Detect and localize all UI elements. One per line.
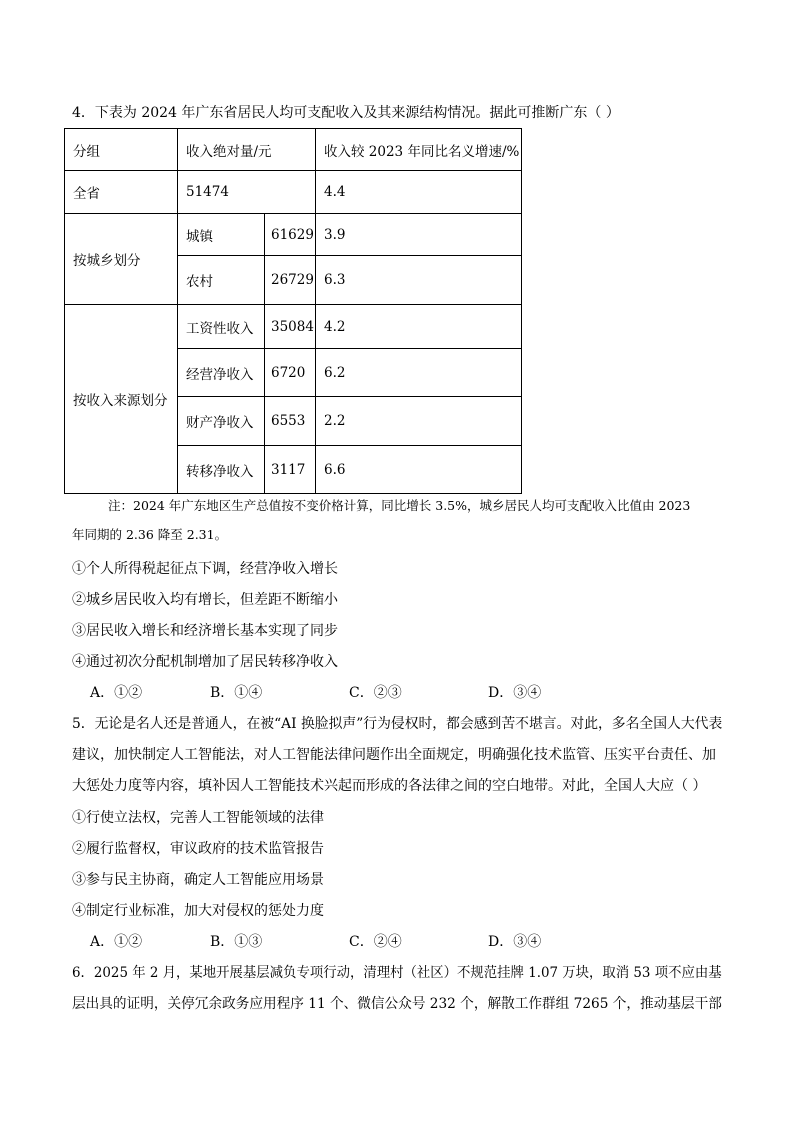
- table-header-row: [65, 129, 522, 171]
- q6-line2: 层出具的证明，关停冗余政务应用程序 11 个、微信公众号 232 个，解散工作群组 7265 个，推动基层干部: [72, 996, 722, 1012]
- row-growth: 4.4: [316, 171, 522, 214]
- q5-option-a[interactable]: A．①②: [90, 934, 143, 950]
- header-amount: 收入绝对量/元: [178, 129, 316, 171]
- sub-growth: 4.2: [316, 305, 522, 349]
- group-label-urban-rural: 按城乡划分: [65, 214, 178, 305]
- q4-statement-1: ①个人所得税起征点下调，经营净收入增长: [72, 561, 338, 577]
- header-growth: 收入较 2023 年同比名义增速/%: [316, 129, 522, 171]
- table-row: [65, 214, 522, 256]
- q5-line3: 大惩处力度等内容，填补因人工智能技术兴起而形成的各法律之间的空白地带。对此，全国人大应（ ）: [72, 778, 707, 794]
- q4-note-line2: 年同期的 2.36 降至 2.31。: [72, 527, 228, 542]
- q4-statement-4: ④通过初次分配机制增加了居民转移净收入: [72, 654, 338, 670]
- sub-label: 经营净收入: [178, 349, 265, 397]
- q4-statement-3: ③居民收入增长和经济增长基本实现了同步: [72, 623, 338, 639]
- q5-option-c[interactable]: C．②④: [349, 934, 402, 950]
- sub-label: 工资性收入: [178, 305, 265, 349]
- sub-growth: 6.3: [316, 256, 522, 305]
- q5-statement-4: ④制定行业标准，加大对侵权的惩处力度: [72, 903, 324, 919]
- q6-line1: 6．2025 年 2 月，某地开展基层减负专项行动，清理村（社区）不规范挂牌 1.07 万块，取消 53 项不应由基: [72, 965, 722, 981]
- table-row: [65, 171, 522, 214]
- q5-option-d[interactable]: D．③④: [488, 934, 542, 950]
- sub-growth: 6.2: [316, 349, 522, 397]
- table-row: [65, 305, 522, 349]
- q5-statement-1: ①行使立法权，完善人工智能领域的法律: [72, 810, 324, 826]
- sub-value: 6720: [265, 349, 316, 397]
- group-label-source: 按收入来源划分: [65, 305, 178, 494]
- header-group: 分组: [65, 129, 178, 171]
- sub-label: 财产净收入: [178, 397, 265, 446]
- row-label: 全省: [65, 171, 178, 214]
- sub-value: 6553: [265, 397, 316, 446]
- sub-label: 农村: [178, 256, 265, 305]
- sub-value: 61629: [265, 214, 316, 256]
- sub-growth: 2.2: [316, 397, 522, 446]
- q4-option-d[interactable]: D．③④: [488, 685, 542, 701]
- sub-label: 转移净收入: [178, 446, 265, 494]
- q5-option-b[interactable]: B．①③: [210, 934, 263, 950]
- sub-label: 城镇: [178, 214, 265, 256]
- sub-growth: 6.6: [316, 446, 522, 494]
- q5-statement-2: ②履行监督权，审议政府的技术监管报告: [72, 841, 324, 857]
- income-table: [64, 128, 522, 494]
- q4-stem: 4．下表为 2024 年广东省居民人均可支配收入及其来源结构情况。据此可推断广东（ ）: [72, 105, 620, 121]
- sub-value: 3117: [265, 446, 316, 494]
- q4-note-line1: 注：2024 年广东地区生产总值按不变价格计算，同比增长 3.5%，城乡居民人均可支配收入比值由 2023: [108, 498, 691, 513]
- q4-option-c[interactable]: C．②③: [349, 685, 402, 701]
- sub-value: 26729: [265, 256, 316, 305]
- q4-option-a[interactable]: A．①②: [90, 685, 143, 701]
- q5-line2: 建议，加快制定人工智能法，对人工智能法律问题作出全面规定，明确强化技术监管、压实平台责任、加: [72, 747, 716, 763]
- q4-statement-2: ②城乡居民收入均有增长，但差距不断缩小: [72, 592, 338, 608]
- row-value: 51474: [178, 171, 316, 214]
- sub-value: 35084: [265, 305, 316, 349]
- q5-statement-3: ③参与民主协商，确定人工智能应用场景: [72, 872, 324, 888]
- q5-line1: 5．无论是名人还是普通人，在被“AI 换脸拟声”行为侵权时，都会感到苦不堪言。对此，多名全国人大代表: [72, 716, 723, 732]
- q4-option-b[interactable]: B．①④: [210, 685, 263, 701]
- sub-growth: 3.9: [316, 214, 522, 256]
